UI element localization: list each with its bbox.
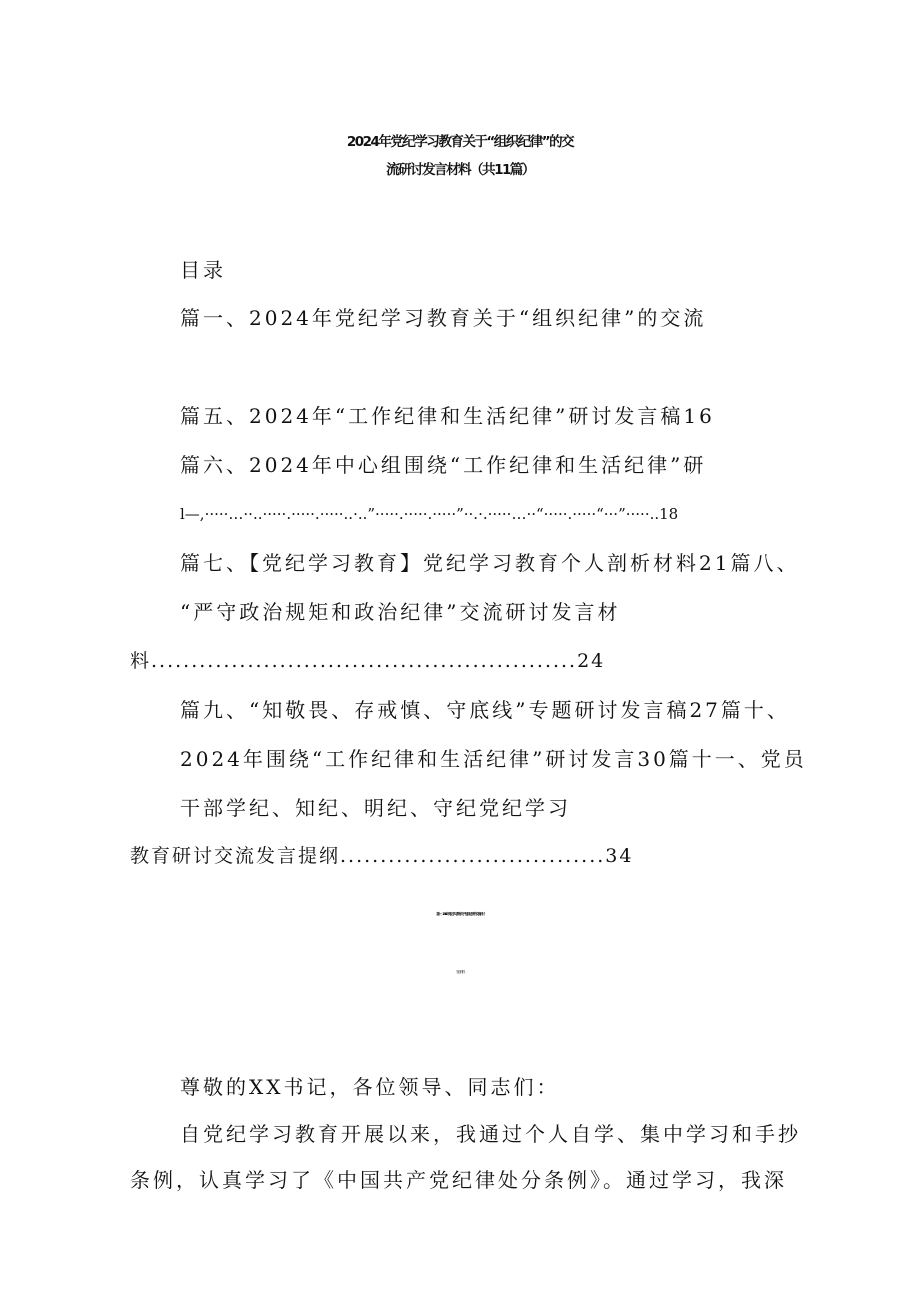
body-greeting: 尊敬的XX书记，各位领导、同志们： [180,1075,560,1099]
body-paragraph-line: 条例，认真学习了《中国共产党纪律处分条例》。通过学习，我深 [130,1168,787,1192]
toc-heading: 目录 [180,258,226,282]
toc-entry: 篇七、【党纪学习教育】党纪学习教育个人剖析材料21篇八、 [180,551,800,575]
section-subtitle: 发言材料 [456,970,464,974]
toc-entry: 篇六、2024年中心组围绕“工作纪律和生活纪律”研 [180,453,707,477]
body-paragraph-line: 自党纪学习教育开展以来，我通过个人自学、集中学习和手抄 [180,1122,801,1146]
section-title: 篇一、2024年党纪学习教育关于“组织纪律”的交流研讨 [436,912,484,916]
toc-leader-line: l—,·····…··..·····.·····.·····..·..”·····.·····.·····”··.·.·····…··“·····.·····“···”·····..18 [180,505,679,523]
toc-entry: “严守政治规矩和政治纪律”交流研讨发言材 [180,600,621,624]
document-title-line-1: 2024年党纪学习教育关于“组织纪律”的交 [346,134,574,150]
toc-leader-line: 料.....................................................24 [130,650,606,672]
document-title-line-2: 流研讨发言材料（共11篇） [386,162,534,178]
toc-entry: 篇一、2024年党纪学习教育关于“组织纪律”的交流 [180,306,707,330]
toc-leader-line: 教育研讨交流发言提纲.................................34 [130,845,634,867]
toc-entry: 2024年围绕“工作纪律和生活纪律”研讨发言30篇十一、党员 [180,747,807,771]
toc-entry: 干部学纪、知纪、明纪、守纪党纪学习 [180,796,571,820]
toc-entry: 篇五、2024年“工作纪律和生活纪律”研讨发言稿16 [180,404,715,428]
toc-entry: 篇九、“知敬畏、存戒慎、守底线”专题研讨发言稿27篇十、 [180,698,790,722]
